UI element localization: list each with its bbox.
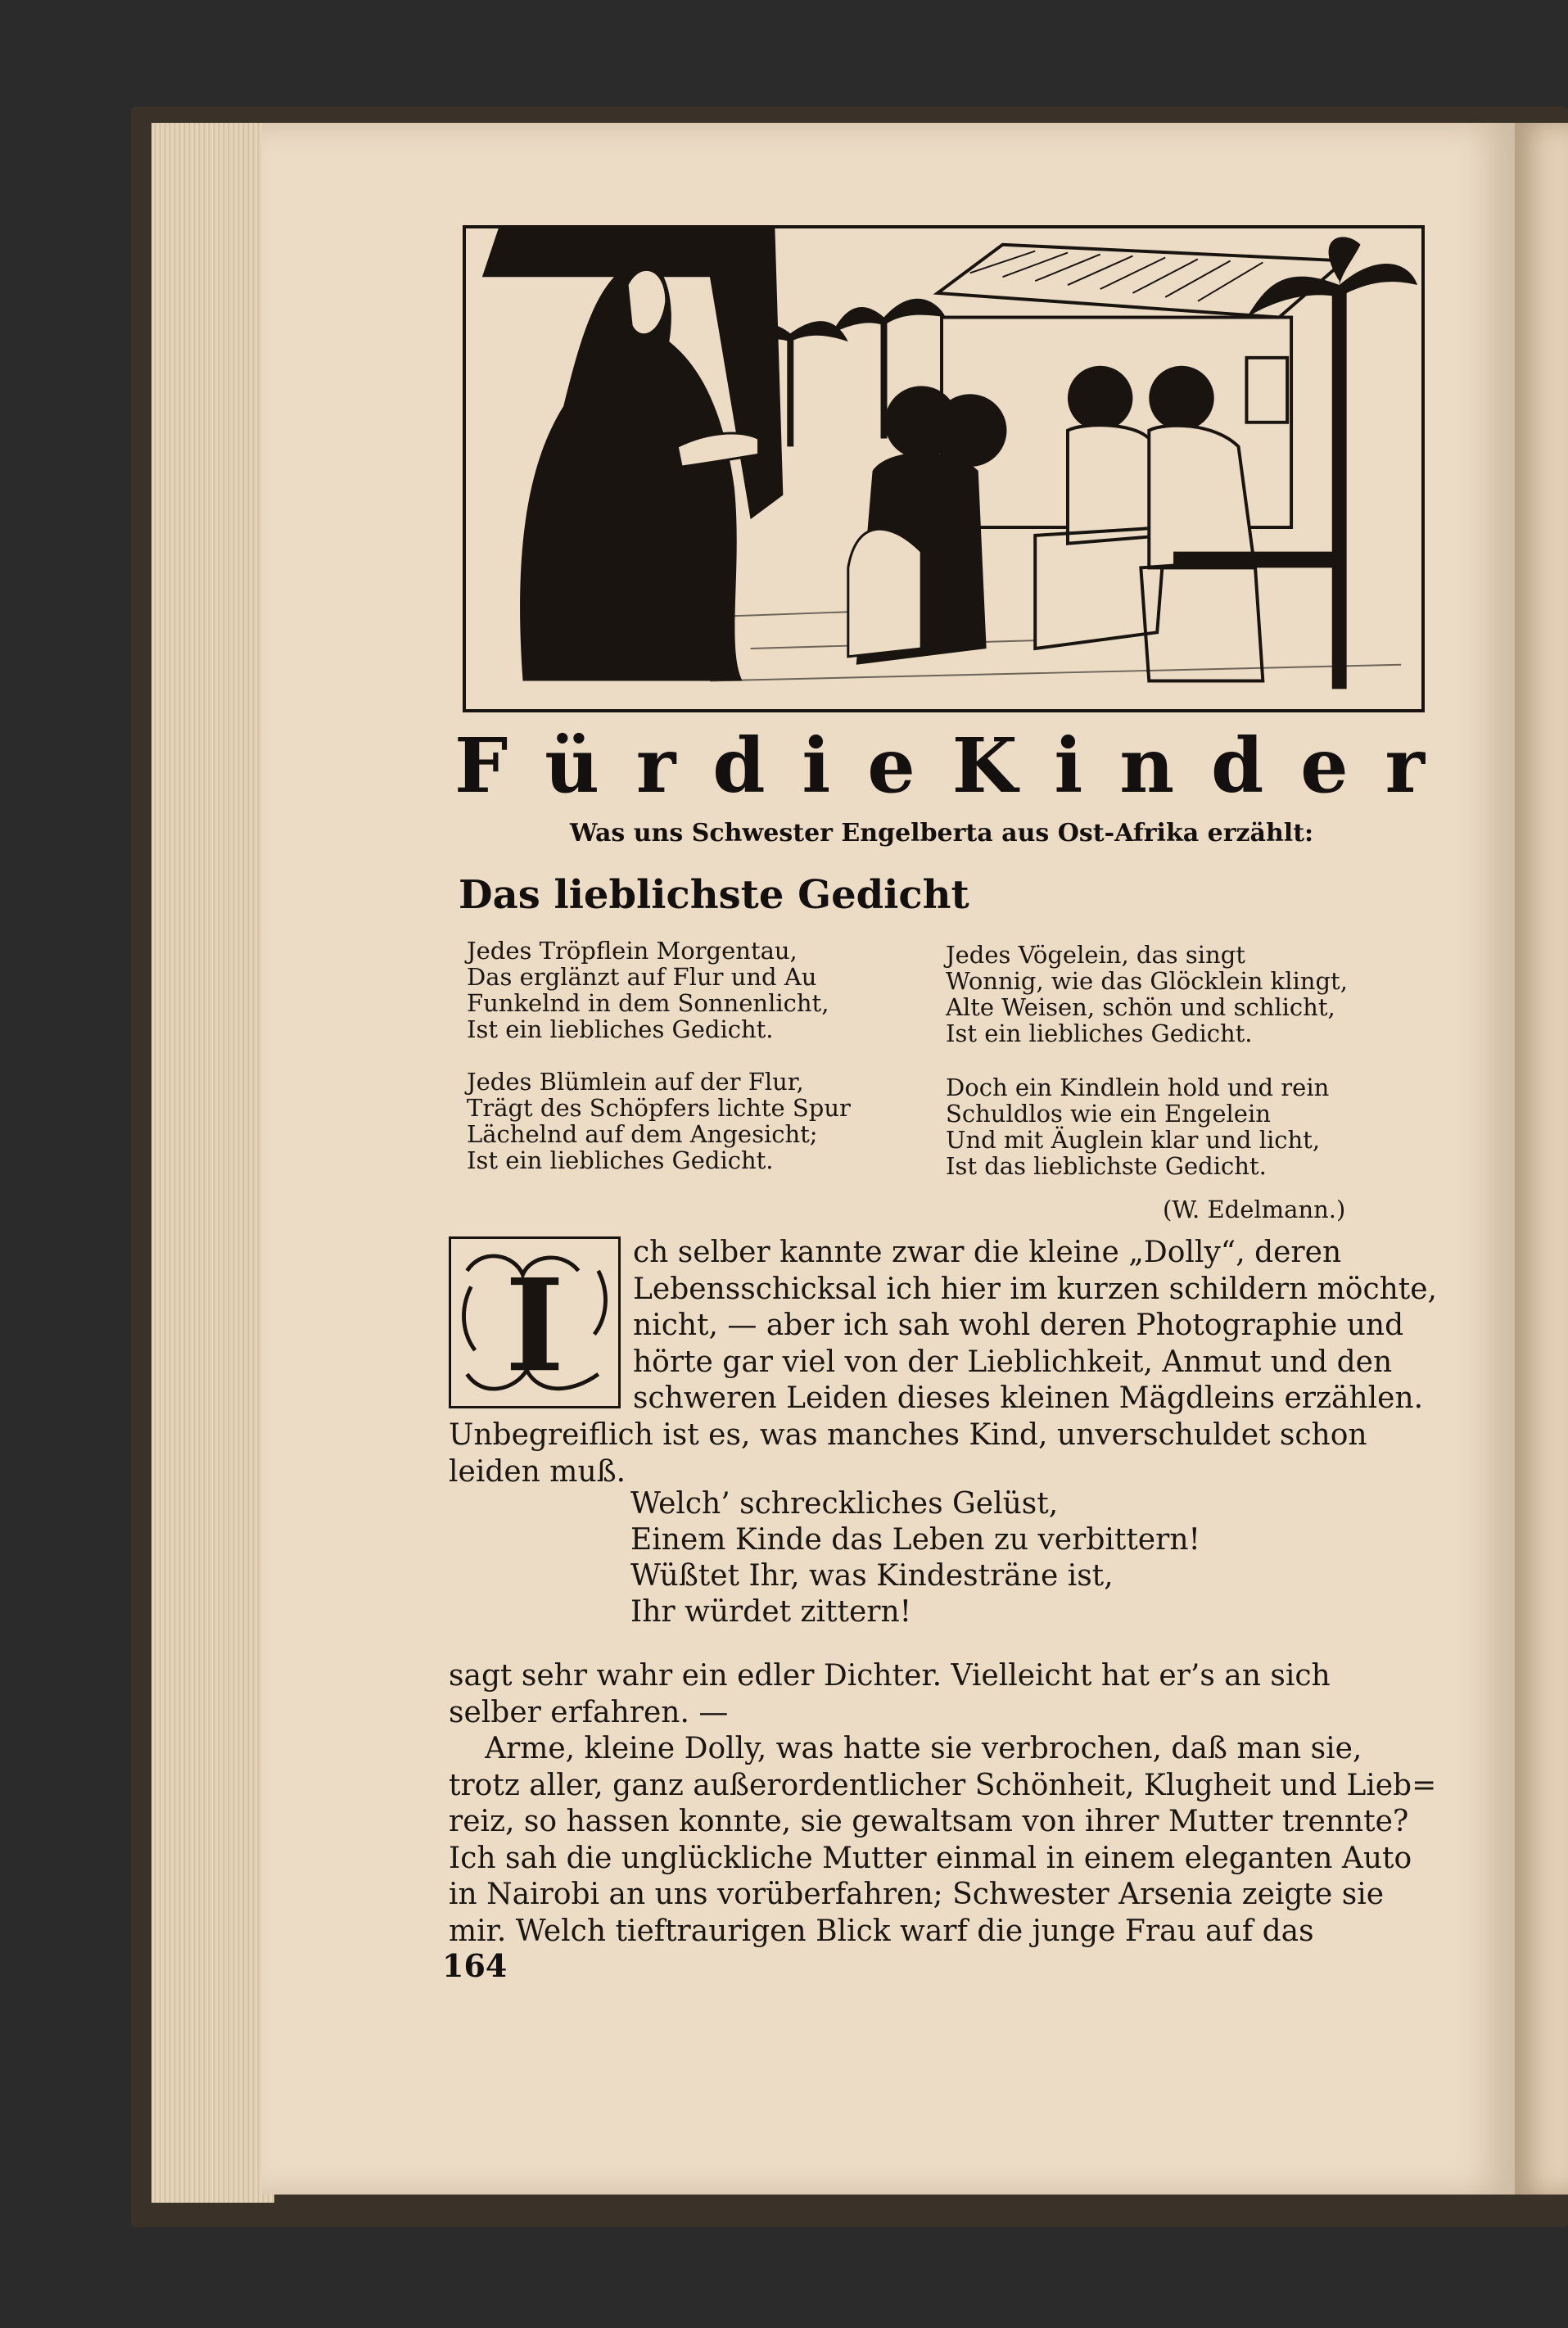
text-line: Unbegreiflich ist es, was manches Kind, unverschuldet schon [449, 1418, 1367, 1452]
ornamental-initial [449, 1236, 621, 1408]
title-letter: e [1300, 721, 1349, 810]
poem-line: Das erglänzt auf Flur und Au [467, 963, 817, 991]
text-line: Lebensschicksal ich hier im kurzen schildern möchte, [633, 1272, 1438, 1306]
facing-page-edge [1515, 123, 1568, 2195]
poem-title: Das lieblichste Gedicht [459, 872, 969, 918]
poem-stanza-4 [946, 1074, 1404, 1179]
text-line: in Nairobi an uns vorüberfahren; Schwester Arsenia zeigte sie [449, 1878, 1385, 1911]
title-letter: K [951, 721, 1018, 810]
poem-line: Jedes Vögelein, das singt [946, 941, 1245, 969]
poem-line: Alte Weisen, schön und schlicht, [946, 993, 1335, 1021]
text-line: selber erfahren. — [449, 1695, 729, 1729]
page-title [454, 721, 1425, 811]
page-edges [151, 123, 274, 2203]
title-letter: ü [545, 721, 600, 810]
poem-line: Ist ein liebliches Gedicht. [467, 1146, 774, 1174]
poem-stanza-1 [467, 938, 925, 1042]
poem-attribution: (W. Edelmann.) [1163, 1196, 1346, 1223]
dropcap-letter: I [504, 1250, 565, 1401]
title-letter: i [1054, 721, 1083, 810]
poem-line: Ist ein liebliches Gedicht. [946, 1019, 1253, 1047]
text-line: nicht, — aber ich sah wohl deren Photographie und [633, 1309, 1404, 1342]
poem-line: Ist das lieblichste Gedicht. [946, 1152, 1267, 1180]
poem-line: Wonnig, wie das Glöcklein klingt, [946, 967, 1348, 995]
poem-stanza-2 [467, 1069, 925, 1173]
poem-line: Trägt des Schöpfers lichte Spur [467, 1094, 851, 1122]
verse-line: Ihr würdet zittern! [630, 1595, 912, 1629]
page-subtitle: Was uns Schwester Engelberta aus Ost-Afrika erzählt: [569, 819, 1314, 848]
poem-line: Funkelnd in dem Sonnenlicht, [467, 989, 829, 1017]
paragraph-1 [633, 1235, 1437, 1417]
poem-line: Und mit Äuglein klar und licht, [946, 1126, 1321, 1154]
title-letter: d [1210, 721, 1264, 810]
verse-line: Wüßtet Ihr, was Kindesträne ist, [630, 1559, 1114, 1593]
text-line: Arme, kleine Dolly, was hatte sie verbrochen, daß man sie, [485, 1732, 1362, 1765]
text-line: trotz aller, ganz außerordentlicher Schönheit, Klugheit und Lieb= [449, 1768, 1437, 1802]
title-letter: i [802, 721, 831, 810]
poem-line: Jedes Tröpflein Morgentau, [467, 937, 798, 965]
title-letter: d [712, 721, 766, 810]
quoted-verse [630, 1486, 1200, 1630]
page-number: 164 [442, 1947, 508, 1984]
title-letter: e [867, 721, 915, 810]
poem-line: Doch ein Kindlein hold und rein [946, 1074, 1330, 1101]
text-line: Ich sah die unglückliche Mutter einmal in einem eleganten Auto [449, 1841, 1412, 1875]
text-line: sagt sehr wahr ein edler Dichter. Vielleicht hat er’s an sich [449, 1659, 1331, 1693]
title-letter: r [635, 721, 676, 810]
paragraph-2 [449, 1658, 1436, 1950]
text-line: ch selber kannte zwar die kleine „Dolly“, deren [633, 1236, 1342, 1269]
paragraph-1-continued [449, 1417, 1367, 1490]
title-letter: r [1385, 721, 1425, 810]
title-letter: n [1119, 721, 1175, 810]
woodcut-illustration [463, 225, 1425, 712]
text-line: leiden muß. [449, 1454, 626, 1489]
title-letter: F [454, 721, 508, 810]
poem-line: Schuldlos wie ein Engelein [946, 1100, 1271, 1128]
verse-line: Einem Kinde das Leben zu verbittern! [630, 1523, 1200, 1557]
verse-line: Welch’ schreckliches Gelüst, [630, 1487, 1059, 1521]
poem-stanza-3 [946, 942, 1404, 1046]
poem-line: Ist ein liebliches Gedicht. [467, 1015, 774, 1043]
text-line: reiz, so hassen konnte, sie gewaltsam von ihrer Mutter trennte? [449, 1805, 1409, 1838]
poem-line: Lächelnd auf dem Angesicht; [467, 1120, 818, 1148]
text-line: schweren Leiden dieses kleinen Mägdleins erzählen. [633, 1381, 1424, 1415]
poem-line: Jedes Blümlein auf der Flur, [467, 1068, 804, 1096]
text-line: mir. Welch tieftraurigen Blick warf die junge Frau auf das [449, 1914, 1314, 1948]
text-line: hörte gar viel von der Lieblichkeit, Anmut und den [633, 1345, 1393, 1379]
